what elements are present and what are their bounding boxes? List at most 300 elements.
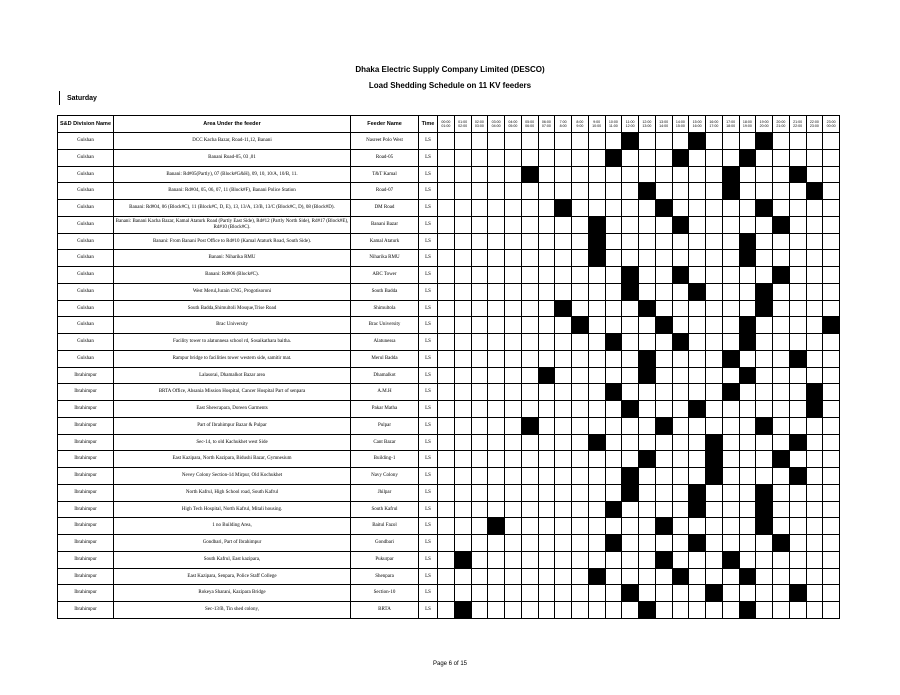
empty-slot — [438, 334, 455, 351]
empty-slot — [521, 451, 538, 468]
empty-slot — [622, 417, 639, 434]
slot-start: 19:00 — [759, 120, 769, 124]
load-shed-slot — [739, 317, 756, 334]
empty-slot — [722, 334, 739, 351]
empty-slot — [706, 334, 723, 351]
area-cell: 1 no Building Area, — [114, 518, 351, 535]
empty-slot — [572, 535, 589, 552]
empty-slot — [454, 451, 471, 468]
empty-slot — [555, 434, 572, 451]
empty-slot — [521, 300, 538, 317]
empty-slot — [538, 183, 555, 200]
empty-slot — [521, 602, 538, 619]
empty-slot — [521, 384, 538, 401]
empty-slot — [706, 183, 723, 200]
empty-slot — [438, 468, 455, 485]
empty-slot — [538, 585, 555, 602]
load-shed-slot — [689, 133, 706, 150]
division-cell: Ibrahimpur — [58, 401, 114, 418]
empty-slot — [622, 501, 639, 518]
slot-end: 11:00 — [609, 124, 618, 128]
empty-slot — [655, 401, 672, 418]
time-slot-header — [722, 116, 739, 133]
empty-slot — [739, 300, 756, 317]
empty-slot — [605, 417, 622, 434]
empty-slot — [572, 216, 589, 233]
load-shed-slot — [605, 535, 622, 552]
empty-slot — [488, 317, 505, 334]
load-shed-slot — [605, 334, 622, 351]
load-shed-slot — [655, 200, 672, 217]
empty-slot — [605, 283, 622, 300]
slot-start: 01:00 — [458, 120, 468, 124]
empty-slot — [572, 367, 589, 384]
empty-slot — [722, 468, 739, 485]
empty-slot — [823, 183, 840, 200]
empty-slot — [622, 334, 639, 351]
empty-slot — [756, 401, 773, 418]
empty-slot — [471, 149, 488, 166]
empty-slot — [773, 233, 790, 250]
feeder-cell: Shenpara — [351, 568, 419, 585]
empty-slot — [672, 200, 689, 217]
empty-slot — [789, 451, 806, 468]
division-cell: Ibrahimpur — [58, 501, 114, 518]
empty-slot — [672, 166, 689, 183]
empty-slot — [505, 417, 522, 434]
load-shed-slot — [454, 602, 471, 619]
empty-slot — [672, 468, 689, 485]
empty-slot — [572, 484, 589, 501]
empty-slot — [438, 484, 455, 501]
empty-slot — [605, 401, 622, 418]
load-shed-slot — [756, 417, 773, 434]
empty-slot — [588, 200, 605, 217]
empty-slot — [471, 216, 488, 233]
time-cell: LS — [419, 267, 438, 284]
empty-slot — [773, 166, 790, 183]
empty-slot — [572, 283, 589, 300]
load-shed-slot — [756, 484, 773, 501]
empty-slot — [706, 401, 723, 418]
empty-slot — [454, 166, 471, 183]
empty-slot — [438, 585, 455, 602]
empty-slot — [488, 250, 505, 267]
empty-slot — [773, 401, 790, 418]
empty-slot — [689, 451, 706, 468]
empty-slot — [521, 283, 538, 300]
load-shed-slot — [689, 283, 706, 300]
table-row — [58, 250, 840, 267]
empty-slot — [655, 468, 672, 485]
division-cell: Gulshan — [58, 200, 114, 217]
empty-slot — [605, 518, 622, 535]
empty-slot — [639, 568, 656, 585]
empty-slot — [438, 551, 455, 568]
empty-slot — [488, 484, 505, 501]
slot-start: 9:00 — [593, 120, 601, 124]
empty-slot — [471, 183, 488, 200]
table-row — [58, 568, 840, 585]
empty-slot — [471, 350, 488, 367]
load-shed-slot — [823, 317, 840, 334]
time-cell: LS — [419, 434, 438, 451]
time-slot-header — [773, 116, 790, 133]
empty-slot — [706, 216, 723, 233]
empty-slot — [605, 166, 622, 183]
empty-slot — [521, 133, 538, 150]
area-cell: Gondbari, Part of Ibrahimpur — [114, 535, 351, 552]
table-row — [58, 602, 840, 619]
empty-slot — [521, 183, 538, 200]
empty-slot — [438, 350, 455, 367]
empty-slot — [806, 434, 823, 451]
time-slot-header — [739, 116, 756, 133]
time-cell: LS — [419, 451, 438, 468]
load-shed-slot — [706, 585, 723, 602]
division-cell: Ibrahimpur — [58, 602, 114, 619]
empty-slot — [555, 451, 572, 468]
empty-slot — [806, 535, 823, 552]
division-cell: Ibrahimpur — [58, 451, 114, 468]
empty-slot — [689, 568, 706, 585]
time-slot-header — [689, 116, 706, 133]
empty-slot — [572, 602, 589, 619]
empty-slot — [605, 300, 622, 317]
empty-slot — [722, 216, 739, 233]
empty-slot — [488, 216, 505, 233]
load-shed-slot — [672, 267, 689, 284]
empty-slot — [722, 233, 739, 250]
empty-slot — [521, 468, 538, 485]
empty-slot — [588, 484, 605, 501]
empty-slot — [622, 183, 639, 200]
empty-slot — [689, 200, 706, 217]
table-row — [58, 518, 840, 535]
empty-slot — [756, 149, 773, 166]
load-shed-slot — [538, 367, 555, 384]
empty-slot — [622, 451, 639, 468]
empty-slot — [639, 434, 656, 451]
empty-slot — [672, 484, 689, 501]
feeder-cell: Pulpar — [351, 417, 419, 434]
empty-slot — [706, 283, 723, 300]
empty-slot — [622, 149, 639, 166]
feeder-cell: Baitul Fazol — [351, 518, 419, 535]
time-cell: LS — [419, 250, 438, 267]
empty-slot — [605, 183, 622, 200]
empty-slot — [806, 283, 823, 300]
time-slot-header — [505, 116, 522, 133]
empty-slot — [722, 535, 739, 552]
empty-slot — [655, 484, 672, 501]
empty-slot — [706, 350, 723, 367]
time-cell: LS — [419, 283, 438, 300]
empty-slot — [789, 250, 806, 267]
table-row — [58, 216, 840, 233]
empty-slot — [572, 133, 589, 150]
slot-end: 17:00 — [709, 124, 719, 128]
empty-slot — [454, 384, 471, 401]
empty-slot — [555, 133, 572, 150]
area-cell: Banani: Banani Kacha Bazar, Kamal Ataturk Road (Partly East Side), Rd#12 (Partly North Side), Rd#17 (Block#E), Rd#10 (Block#C). — [114, 216, 351, 233]
slot-end: 03:00 — [474, 124, 484, 128]
time-slot-header — [588, 116, 605, 133]
empty-slot — [555, 535, 572, 552]
empty-slot — [572, 434, 589, 451]
empty-slot — [655, 501, 672, 518]
empty-slot — [739, 200, 756, 217]
empty-slot — [806, 484, 823, 501]
empty-slot — [806, 518, 823, 535]
empty-slot — [672, 535, 689, 552]
empty-slot — [605, 468, 622, 485]
table-row — [58, 501, 840, 518]
load-shed-slot — [689, 501, 706, 518]
empty-slot — [488, 585, 505, 602]
empty-slot — [471, 451, 488, 468]
empty-slot — [622, 367, 639, 384]
empty-slot — [454, 233, 471, 250]
empty-slot — [572, 334, 589, 351]
empty-slot — [454, 267, 471, 284]
load-shed-slot — [555, 200, 572, 217]
empty-slot — [672, 501, 689, 518]
empty-slot — [521, 334, 538, 351]
empty-slot — [823, 451, 840, 468]
division-cell: Gulshan — [58, 166, 114, 183]
empty-slot — [706, 518, 723, 535]
empty-slot — [706, 367, 723, 384]
slot-end: 18:00 — [726, 124, 736, 128]
feeder-cell: Jhilpar — [351, 484, 419, 501]
empty-slot — [773, 283, 790, 300]
empty-slot — [823, 133, 840, 150]
empty-slot — [605, 317, 622, 334]
empty-slot — [655, 216, 672, 233]
area-cell: Banani: Rd#04, 05, 06, 07, 11 (Block#F), Banani Police Station — [114, 183, 351, 200]
empty-slot — [471, 501, 488, 518]
area-cell: BRTA Office, Ahsania Mission Hospital, Cancer Hospital Part of senpara — [114, 384, 351, 401]
empty-slot — [521, 216, 538, 233]
empty-slot — [806, 551, 823, 568]
area-cell: Brac University — [114, 317, 351, 334]
empty-slot — [789, 317, 806, 334]
division-cell: Gulshan — [58, 300, 114, 317]
empty-slot — [572, 350, 589, 367]
feeder-cell: Alatunessa — [351, 334, 419, 351]
empty-slot — [572, 183, 589, 200]
empty-slot — [555, 250, 572, 267]
empty-slot — [555, 602, 572, 619]
empty-slot — [722, 451, 739, 468]
time-slot-header — [672, 116, 689, 133]
empty-slot — [806, 585, 823, 602]
load-shed-slot — [756, 283, 773, 300]
area-cell: East Kazipara, North Kazipara, Bidushi Bazar, Gymnesium — [114, 451, 351, 468]
time-cell: LS — [419, 216, 438, 233]
empty-slot — [806, 334, 823, 351]
empty-slot — [739, 401, 756, 418]
feeder-header: Feeder Name — [351, 116, 419, 133]
empty-slot — [672, 551, 689, 568]
page-number: Page 6 of 15 — [432, 661, 468, 667]
division-cell: Ibrahimpur — [58, 434, 114, 451]
load-shed-slot — [622, 484, 639, 501]
time-cell: LS — [419, 484, 438, 501]
slot-end: 07:00 — [541, 124, 551, 128]
empty-slot — [471, 267, 488, 284]
empty-slot — [672, 367, 689, 384]
empty-slot — [555, 283, 572, 300]
empty-slot — [454, 133, 471, 150]
empty-slot — [471, 468, 488, 485]
empty-slot — [505, 384, 522, 401]
empty-slot — [622, 535, 639, 552]
empty-slot — [538, 317, 555, 334]
empty-slot — [773, 133, 790, 150]
feeder-cell: South Kafrul — [351, 501, 419, 518]
empty-slot — [521, 200, 538, 217]
load-shed-slot — [739, 334, 756, 351]
empty-slot — [706, 568, 723, 585]
load-shed-slot — [672, 149, 689, 166]
empty-slot — [756, 334, 773, 351]
time-cell: LS — [419, 468, 438, 485]
empty-slot — [655, 250, 672, 267]
empty-slot — [538, 568, 555, 585]
empty-slot — [572, 384, 589, 401]
slot-end: 8:00 — [559, 124, 567, 128]
load-shed-slot — [639, 367, 656, 384]
empty-slot — [505, 233, 522, 250]
empty-slot — [689, 250, 706, 267]
load-shed-slot — [789, 468, 806, 485]
feeder-cell: South Badda — [351, 283, 419, 300]
empty-slot — [789, 283, 806, 300]
empty-slot — [672, 401, 689, 418]
empty-slot — [756, 233, 773, 250]
empty-slot — [722, 250, 739, 267]
empty-slot — [438, 401, 455, 418]
empty-slot — [773, 417, 790, 434]
empty-slot — [488, 551, 505, 568]
empty-slot — [488, 350, 505, 367]
empty-slot — [689, 602, 706, 619]
empty-slot — [505, 166, 522, 183]
empty-slot — [739, 451, 756, 468]
empty-slot — [773, 501, 790, 518]
empty-slot — [722, 317, 739, 334]
empty-slot — [823, 267, 840, 284]
empty-slot — [773, 585, 790, 602]
area-cell: Facility tower to alatunnesa school rd, Sosaikathara baitha. — [114, 334, 351, 351]
empty-slot — [739, 133, 756, 150]
empty-slot — [773, 568, 790, 585]
empty-slot — [505, 602, 522, 619]
empty-slot — [605, 200, 622, 217]
empty-slot — [756, 367, 773, 384]
empty-slot — [488, 166, 505, 183]
division-cell: Gulshan — [58, 267, 114, 284]
empty-slot — [454, 468, 471, 485]
empty-slot — [639, 166, 656, 183]
empty-slot — [454, 367, 471, 384]
empty-slot — [488, 200, 505, 217]
area-cell: Banani: Rd#04, 06 (Block#C), 11 (Block#C, D, E), 13, 13/A, 13/B, 13/C (Block#C, D), 08 (Block#D). — [114, 200, 351, 217]
time-cell: LS — [419, 149, 438, 166]
empty-slot — [655, 568, 672, 585]
empty-slot — [655, 384, 672, 401]
empty-slot — [722, 283, 739, 300]
time-cell: LS — [419, 200, 438, 217]
empty-slot — [689, 551, 706, 568]
empty-slot — [789, 568, 806, 585]
time-slot-header — [789, 116, 806, 133]
feeder-cell: Road-07 — [351, 183, 419, 200]
table-row — [58, 233, 840, 250]
table-row — [58, 367, 840, 384]
empty-slot — [555, 484, 572, 501]
empty-slot — [806, 417, 823, 434]
time-slot-header — [622, 116, 639, 133]
division-cell: Gulshan — [58, 250, 114, 267]
load-shed-slot — [722, 183, 739, 200]
empty-slot — [505, 551, 522, 568]
time-header: Time — [419, 116, 438, 133]
empty-slot — [773, 350, 790, 367]
empty-slot — [471, 200, 488, 217]
division-cell: Gulshan — [58, 283, 114, 300]
empty-slot — [823, 367, 840, 384]
empty-slot — [588, 417, 605, 434]
empty-slot — [655, 283, 672, 300]
empty-slot — [773, 183, 790, 200]
empty-slot — [471, 568, 488, 585]
empty-slot — [572, 518, 589, 535]
empty-slot — [538, 401, 555, 418]
empty-slot — [555, 401, 572, 418]
division-cell: Ibrahimpur — [58, 384, 114, 401]
empty-slot — [505, 518, 522, 535]
empty-slot — [572, 551, 589, 568]
empty-slot — [823, 350, 840, 367]
slot-end: 06:00 — [525, 124, 535, 128]
slot-start: 18:00 — [742, 120, 752, 124]
empty-slot — [588, 518, 605, 535]
empty-slot — [438, 166, 455, 183]
empty-slot — [689, 149, 706, 166]
empty-slot — [605, 585, 622, 602]
slot-start: 23:00 — [826, 120, 836, 124]
empty-slot — [622, 166, 639, 183]
empty-slot — [538, 233, 555, 250]
time-cell: LS — [419, 551, 438, 568]
empty-slot — [622, 233, 639, 250]
empty-slot — [538, 417, 555, 434]
empty-slot — [488, 334, 505, 351]
load-shed-slot — [756, 133, 773, 150]
empty-slot — [789, 417, 806, 434]
empty-slot — [471, 434, 488, 451]
slot-end: 00:00 — [826, 124, 836, 128]
feeder-cell: Gondbari — [351, 535, 419, 552]
table-row — [58, 535, 840, 552]
empty-slot — [505, 267, 522, 284]
empty-slot — [588, 149, 605, 166]
empty-slot — [538, 300, 555, 317]
time-cell: LS — [419, 568, 438, 585]
